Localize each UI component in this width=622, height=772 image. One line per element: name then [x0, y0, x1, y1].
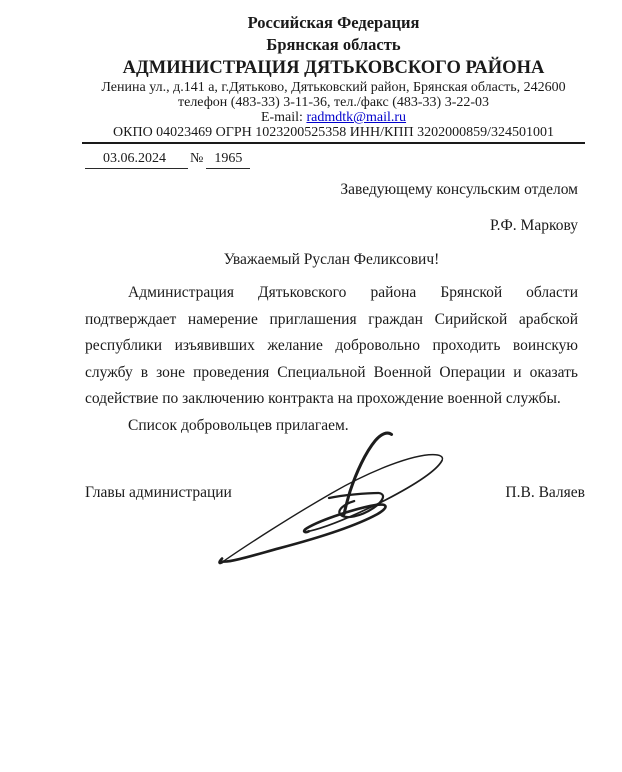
letterhead-divider — [82, 142, 585, 144]
letter-body — [85, 280, 578, 439]
letter-number: 1965 — [206, 150, 250, 169]
signer-name: П.В. Валяев — [505, 484, 585, 501]
addressee-block — [85, 181, 578, 234]
letter-date: 03.06.2024 — [85, 150, 188, 169]
signer-title: Главы администрации — [85, 484, 232, 501]
addressee-position: Заведующему консульским отделом — [340, 181, 578, 198]
letterhead-country: Российская Федерация — [247, 13, 420, 32]
email-label: E-mail: — [260, 110, 307, 125]
letterhead-region: Брянская область — [266, 35, 401, 54]
body-paragraph-2: Список добровольцев прилагаем. — [128, 416, 349, 434]
letterhead-email-line — [82, 110, 585, 125]
email-link[interactable]: radmdtk@mail.ru — [306, 110, 407, 125]
signature-image — [216, 427, 448, 569]
letterhead — [82, 12, 585, 144]
letterhead-phone: телефон (483-33) 3-11-36, тел./факс (483-33) 3-22-03 — [177, 95, 490, 110]
letterhead-registration: ОКПО 04023469 ОГРН 1023200525358 ИНН/КПП 3202000859/324501001 — [113, 125, 554, 140]
reference-line — [85, 150, 250, 169]
number-sign: № — [190, 151, 204, 166]
addressee-name: Р.Ф. Маркову — [490, 217, 578, 234]
body-paragraph-1: Администрация Дятьковского района Брянской области подтверждает намерение приглашения граждан Сирийской арабской республики изъявивших желание добровольно проходить воинскую службу в зоне проведения Специальной Военной Операции и оказать содействие по заключению контракта на прохождение военной службы. — [85, 284, 578, 407]
salutation: Уважаемый Руслан Феликсович! — [223, 251, 440, 268]
letterhead-address: Ленина ул., д.141 а, г.Дятьково, Дятьковский район, Брянская область, 242600 — [101, 80, 566, 95]
letterhead-organization: АДМИНИСТРАЦИЯ ДЯТЬКОВСКОГО РАЙОНА — [122, 58, 545, 78]
